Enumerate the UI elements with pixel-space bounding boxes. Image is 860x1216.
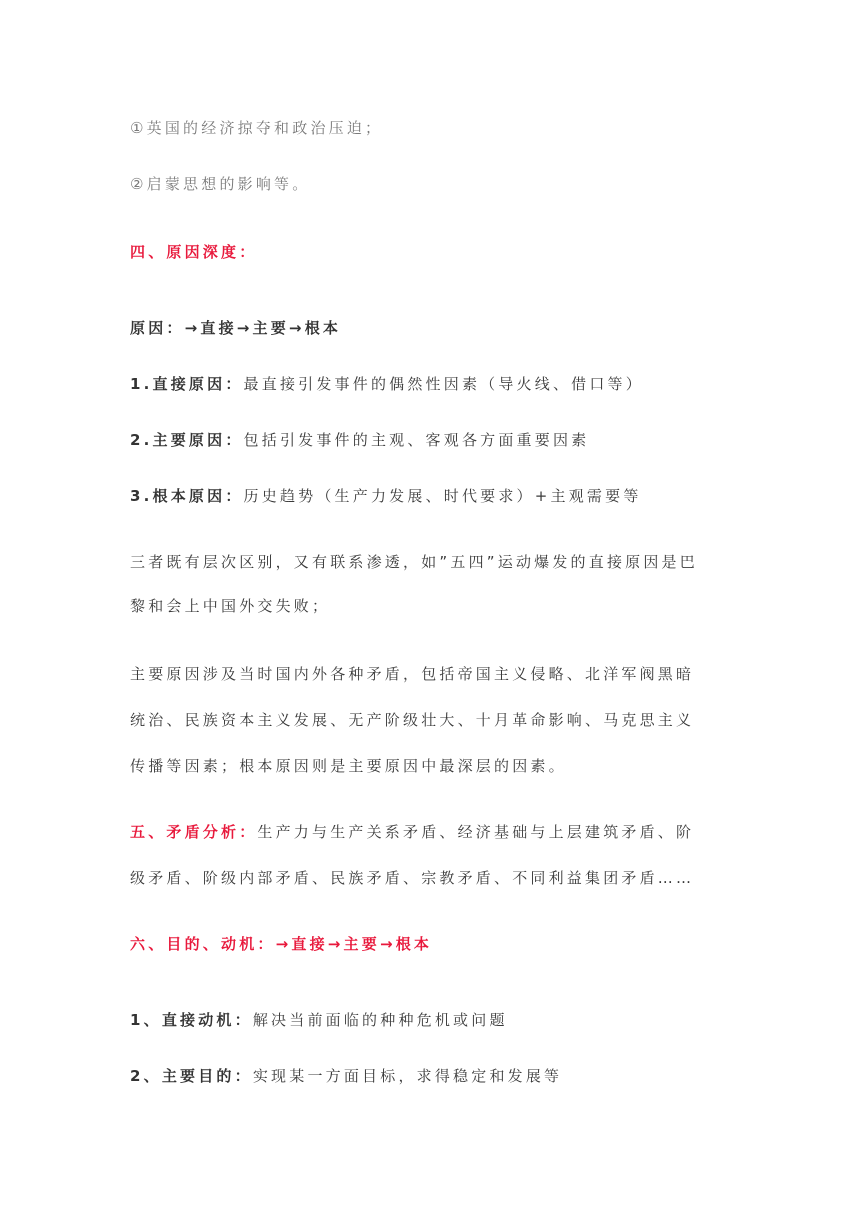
cause-flow-heading: 原因：→直接→主要→根本 [130,319,342,337]
cause-1-text: 最直接引发事件的偶然性因素（导火线、借口等） [243,375,644,393]
cause-2-label: 2.主要原因： [130,431,244,449]
section-5-row [130,822,730,842]
motive-1-label: 1、直接动机： [130,1011,253,1029]
point-1-text: ①英国的经济掠夺和政治压迫； [130,119,384,137]
point-2-text: ②启蒙思想的影响等。 [130,175,311,193]
cause-3-label: 3.根本原因： [130,487,244,505]
paragraph-2-line-2: 统治、民族资本主义发展、无产阶级壮大、十月革命影响、马克思主义 [130,711,695,729]
motive-2-row [130,1066,730,1086]
cause-3-text: 历史趋势（生产力发展、时代要求）+主观需要等 [243,487,642,505]
paragraph-1-line-1: 三者既有层次区别，又有联系渗透，如”五四”运动爆发的直接原因是巴 [130,553,698,571]
cause-1-label: 1.直接原因： [130,375,244,393]
cause-1-row [130,374,730,394]
paragraph-1-line-2: 黎和会上中国外交失败； [130,597,331,615]
motive-1-text: 解决当前面临的种种危机或问题 [252,1011,508,1029]
cause-2-text: 包括引发事件的主观、客观各方面重要因素 [243,431,590,449]
motive-2-label: 2、主要目的： [130,1067,253,1085]
paragraph-2-line-1: 主要原因涉及当时国内外各种矛盾，包括帝国主义侵略、北洋军阀黑暗 [130,665,695,683]
section-6-heading: 六、目的、动机：→直接→主要→根本 [130,935,433,953]
cause-2-row [130,430,730,450]
cause-3-row [130,486,730,506]
motive-2-text: 实现某一方面目标，求得稳定和发展等 [252,1067,563,1085]
paragraph-2-line-3: 传播等因素；根本原因则是主要原因中最深层的因素。 [130,757,567,775]
section-5-text-line-2: 级矛盾、阶级内部矛盾、民族矛盾、宗教矛盾、不同利益集团矛盾…… [130,869,695,887]
motive-1-row [130,1010,730,1030]
section-5-heading: 五、矛盾分析： [130,823,258,841]
section-5-text: 生产力与生产关系矛盾、经济基础与上层建筑矛盾、阶 [257,823,695,841]
section-4-heading: 四、原因深度： [130,243,258,261]
